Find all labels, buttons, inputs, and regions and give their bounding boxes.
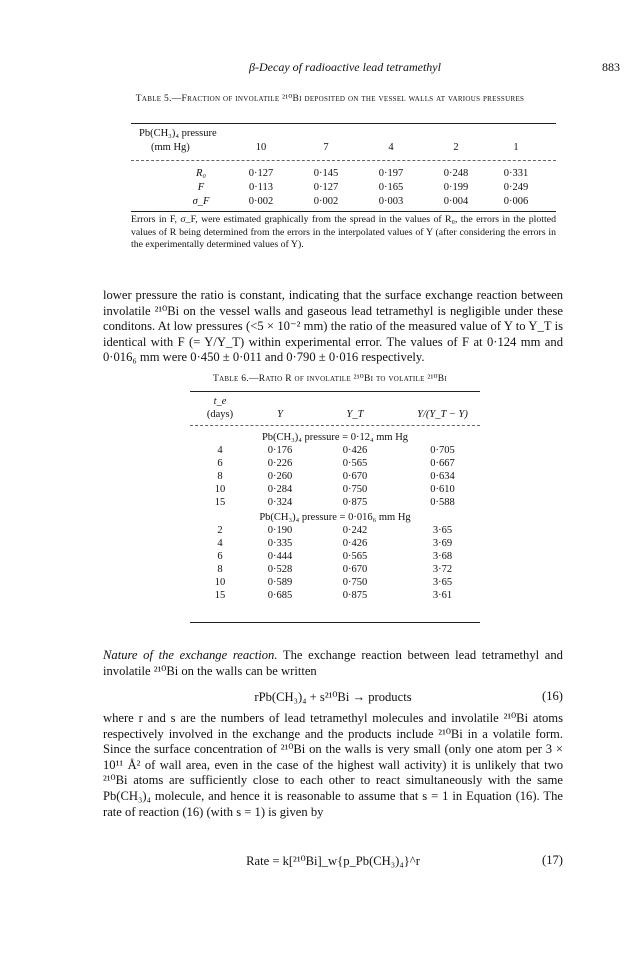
table-row: 8 0·260 0·670 0·634 — [217, 471, 455, 482]
pressure-4: 4 — [388, 142, 394, 153]
table-row: 15 0·324 0·875 0·588 — [214, 497, 455, 508]
equation-16-body: rPb(CH₃)₄ + s²¹⁰Bi → products — [254, 690, 412, 704]
body-paragraph-1: lower pressure the ratio is constant, indicating that the surface exchange reaction between involatile ²¹⁰Bi on the vessel walls and gaseous lead tetramethyl is negligible under these conditons. At low pressures (<5 × 10⁻² mm) the ratio of the measured value of Y to Y_T is identical with F (= Y/Y_T) within experimental error. The values of F at 0·124 mm and 0·016₆ mm were 0·450 ± 0·011 and 0·790 ± 0·016 respectively. — [103, 288, 563, 365]
table-row: 15 0·685 0·875 3·61 — [214, 590, 453, 601]
table6-group-2-label: Pb(CH₃)₄ pressure = 0·016₆ mm Hg — [259, 512, 411, 523]
table5-caption: Table 5.—Fraction of involatile ²¹⁰Bi deposited on the vessel walls at various pressures — [135, 94, 525, 104]
body-paragraph-2: where r and s are the numbers of lead tetramethyl molecules and involatile ²¹⁰Bi atoms respectively involved in the exchange and the products include ²¹⁰Bi in a volatile form. Since the surface concentration of ²¹⁰Bi on the walls is very small (only one atom per 3 × 10¹¹ Å² of wall area, even in the case of the highest wall activity) it is unlikely that two ²¹⁰Bi atoms are sufficiently close to each other to react simultaneously with the same Pb(CH₃)₄ molecule, and hence it is reasonable to assume that s = 1 in Equation (16). The rate of reaction (16) (with s = 1) is given by — [103, 711, 563, 819]
col-yt: Y_T — [346, 409, 364, 420]
table6-header-row — [190, 409, 480, 422]
pressure-2: 2 — [453, 142, 459, 153]
table5-footnote: Errors in F, σ_F, were estimated graphically from the spread in the values of R₀, the errors in the plotted values of R being determined from the errors in the interpolated values of Y (after considering the errors in the experimentally determined values of Y). — [131, 214, 556, 251]
section-paragraph: Nature of the exchange reaction. The exchange reaction between lead tetramethyl and involatile ²¹⁰Bi on the walls can be written — [103, 648, 563, 678]
table5-row-r0: R₀ 0·127 0·145 0·197 0·248 0·331 — [195, 168, 529, 179]
col-te: t_e — [213, 396, 227, 407]
table5-header-row: (mm Hg) 10 7 4 2 1 — [131, 142, 556, 156]
table-row: 10 0·284 0·750 0·610 — [214, 484, 455, 495]
equation-16-number: (16) — [542, 689, 563, 703]
table5-header-rule — [131, 160, 556, 161]
pressure-1: 1 — [513, 142, 519, 153]
table6-top-rule — [190, 391, 480, 392]
pressure-7: 7 — [323, 142, 329, 153]
table-row: 10 0·589 0·750 3·65 — [214, 577, 453, 588]
col-y: Y — [277, 409, 283, 420]
equation-16 — [103, 689, 563, 707]
section-heading: Nature of the exchange reaction. — [103, 648, 278, 662]
col-ratio: Y/(Y_T − Y) — [417, 409, 468, 420]
table-row: 4 0·335 0·426 3·69 — [217, 538, 453, 549]
table-row: 2 0·190 0·242 3·65 — [217, 525, 453, 536]
table5-row-sigma: σ_F 0·002 0·002 0·003 0·004 0·006 — [192, 196, 529, 207]
page-number: 883 — [602, 60, 620, 74]
running-title: β-Decay of radioactive lead tetramethyl — [249, 60, 441, 74]
table5-bottom-rule — [131, 211, 556, 212]
equation-17-body: Rate = k[²¹⁰Bi]_w{p_Pb(CH₃)₄}^r — [246, 854, 420, 868]
table-row: 6 0·444 0·565 3·68 — [217, 551, 453, 562]
table-row: 4 0·176 0·426 0·705 — [217, 445, 455, 456]
equation-17-number: (17) — [542, 853, 563, 867]
table6-bottom-rule — [190, 622, 480, 623]
running-header — [130, 60, 620, 78]
table6-header-rule — [190, 425, 480, 426]
table5-top-rule — [131, 123, 556, 124]
equation-17 — [103, 853, 563, 871]
table6-caption: Table 6.—Ratio R of involatile ²¹⁰Bi to volatile ²¹⁰Bi — [212, 374, 448, 384]
table-row: 6 0·226 0·565 0·667 — [217, 458, 455, 469]
table5-header-label: Pb(CH₃)₄ pressure — [139, 128, 217, 139]
table-row: 8 0·528 0·670 3·72 — [217, 564, 453, 575]
pressure-10: 10 — [255, 142, 267, 153]
table6-group-1-label: Pb(CH₃)₄ pressure = 0·12₄ mm Hg — [261, 432, 409, 443]
table5-row-f: F 0·113 0·127 0·165 0·199 0·249 — [197, 182, 529, 193]
col-te-unit: (days) — [206, 409, 234, 420]
